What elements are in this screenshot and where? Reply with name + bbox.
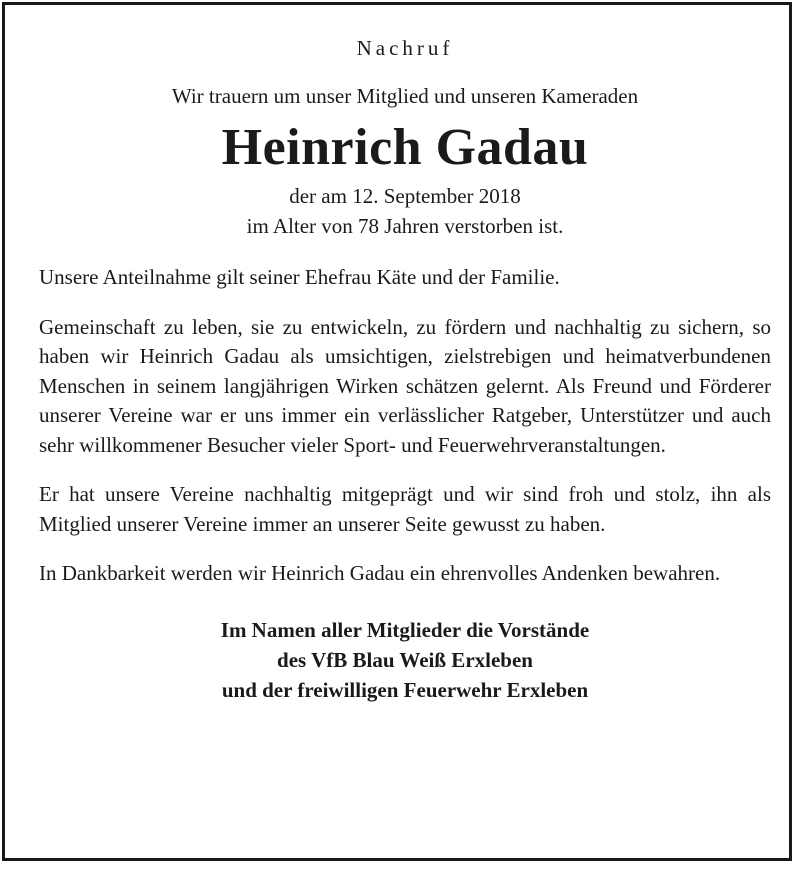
gratitude-paragraph: Er hat unsere Vereine nachhaltig mitgeprägt und wir sind froh und stolz, ihn als Mitglied unserer Vereine immer an unserer Seite gewusst zu haben. [39, 482, 771, 536]
obituary-frame [2, 2, 792, 861]
death-details [39, 181, 771, 241]
intro-line: Wir trauern um unser Mitglied und unseren Kameraden [171, 84, 639, 108]
condolence-paragraph: Unsere Anteilnahme gilt seiner Ehefrau Käte und der Familie. [39, 265, 560, 289]
signature-block [39, 615, 771, 705]
deceased-name: Heinrich Gadau [221, 119, 589, 176]
signature-line: Im Namen aller Mitglieder die Vorstände [220, 617, 590, 642]
obituary-heading: Nachruf [356, 36, 454, 60]
death-date-line: der am 12. September 2018 [289, 184, 521, 208]
remembrance-paragraph: In Dankbarkeit werden wir Heinrich Gadau ein ehrenvolles Andenken bewahren. [39, 561, 721, 585]
signature-line: und der freiwilligen Feuerwehr Erxleben [221, 677, 589, 702]
signature-line: des VfB Blau Weiß Erxleben [277, 647, 533, 672]
age-line: im Alter von 78 Jahren verstorben ist. [246, 214, 564, 238]
tribute-paragraph: Gemeinschaft zu leben, sie zu entwickeln, zu fördern und nachhaltig zu sichern, so haben wir Heinrich Gadau als umsichtigen, zielstrebigen und heimatverbundenen Menschen in seinem langjährigen Wirken schätzen gelernt. Als Freund und Förderer unserer Vereine war er uns immer ein verlässlicher Ratgeber, Unterstützer und auch sehr willkommener Besucher vieler Sport- und Feuerwehrveranstaltungen. [39, 314, 771, 457]
obituary-content [39, 33, 771, 705]
